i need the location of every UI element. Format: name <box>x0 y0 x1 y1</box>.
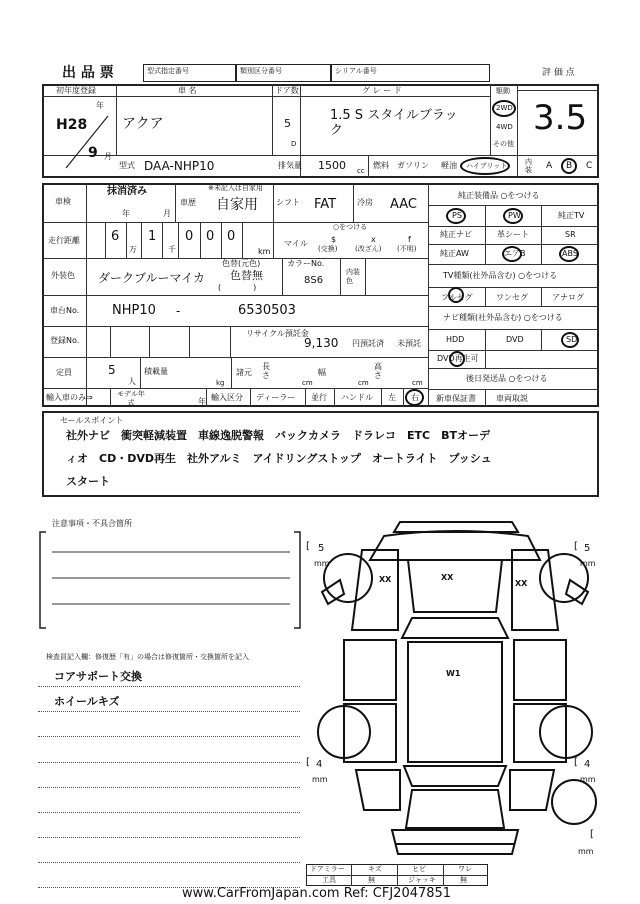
interior-color-label: 内装色 <box>346 268 360 285</box>
option-airbag: エアB <box>504 249 526 258</box>
model-cert-box: 型式指定番号 <box>143 64 236 82</box>
inspector-label: 検査員記入欄：修復歴「有」の場合は修復箇所・交換箇所を記入 <box>46 653 249 661</box>
option-aw: 純正AW <box>440 249 469 258</box>
width-label: 幅 <box>318 368 326 377</box>
mileage-opt-tamper-sub: (改ざん) <box>355 245 382 253</box>
inspection-year-label: 年 <box>122 209 130 218</box>
ac-value: AAC <box>390 197 417 212</box>
fuel-label: 燃料 <box>373 161 389 170</box>
shift-label: シフト <box>276 198 300 207</box>
chassis-label: 車台No. <box>50 306 80 315</box>
sales-line-3: スタート <box>66 475 110 488</box>
month-label: 月 <box>104 152 112 161</box>
import-cat-label: 輸入区分 <box>211 393 243 402</box>
legend-break: ワレ <box>458 865 472 873</box>
import-dealer: ディーラー <box>256 393 296 402</box>
spare-mm: mm <box>578 847 594 856</box>
ac-label: 冷房 <box>357 198 373 207</box>
use-label: 車歴 <box>180 198 196 207</box>
tv-type-title: TV種類(社外品含む) ○をつける <box>443 271 558 280</box>
tread-rr-mm: mm <box>580 775 596 784</box>
use-value: 自家用 <box>216 197 258 213</box>
damage-mark-hood: XX <box>441 573 454 582</box>
recycle-unit: 円預託済 <box>352 339 384 348</box>
recycle-value: 9,130 <box>304 336 339 350</box>
import-label: 輸入車のみ⇒ <box>46 393 93 402</box>
mileage-digit-4: 0 <box>206 229 215 244</box>
handle-label: ハンドル <box>341 393 373 402</box>
year-label: 年 <box>96 101 104 110</box>
fuel-hybrid-circle <box>460 157 510 175</box>
spare-bracket: [ <box>590 829 594 840</box>
tread-fr-mm: mm <box>580 559 596 568</box>
doors-label: ドア数 <box>275 86 299 95</box>
later-title: 後日発送品 ○をつける <box>466 374 548 383</box>
height-label: 高さ <box>374 362 382 380</box>
repaint-label: 色替(元色) <box>222 259 261 268</box>
drive-other: その他 <box>493 140 514 148</box>
model-year-label: モデル年式 <box>117 390 145 407</box>
drive-label: 駆動 <box>496 87 510 95</box>
capacity-label: 定員 <box>56 368 72 377</box>
notes-label: 注意事項・不具合箇所 <box>52 519 132 528</box>
first-reg-year: H28 <box>56 117 88 133</box>
tread-fr-bracket: [ <box>574 541 578 552</box>
sales-label: セールスポイント <box>60 416 124 425</box>
tread-fl-value: 5 <box>318 543 325 554</box>
navi-type-title: ナビ種類(社外品含む) ○をつける <box>443 313 563 322</box>
mileage-opt-unknown-sub: (不明) <box>397 245 417 253</box>
mileage-circle-hint: ○をつける <box>333 223 368 231</box>
length-cm: cm <box>302 379 313 387</box>
interior-b: B <box>566 161 573 171</box>
tv-fullseg: フルセグ <box>441 293 473 302</box>
tv-fullseg-circle <box>448 287 464 303</box>
regno-label: 登録No. <box>50 336 80 345</box>
grade-label: 評 価 点 <box>542 68 575 78</box>
model-year-unit: 年 <box>198 397 206 406</box>
score-value: 3.5 <box>533 98 588 138</box>
load-label: 積載量 <box>144 367 168 376</box>
drive-2wd-circle <box>492 100 516 117</box>
option-ps: PS <box>452 211 462 220</box>
option-pw-circle <box>503 208 523 224</box>
recycle-unpaid: 未預託 <box>397 339 421 348</box>
chassis-number: 6530503 <box>238 303 296 318</box>
year-month-slash <box>60 112 112 172</box>
category-box: 類別区分番号 <box>236 64 331 82</box>
capacity-unit: 人 <box>128 377 136 386</box>
legend-crack: ヒビ <box>412 865 426 873</box>
navi-hdd: HDD <box>446 335 465 344</box>
damage-mark-front-left: XX <box>379 575 392 584</box>
option-pw: PW <box>508 211 521 220</box>
mileage-sen: 千 <box>168 245 176 254</box>
notes-frame <box>38 528 308 632</box>
tread-rl-bracket: [ <box>306 757 310 768</box>
doors-value: 5 <box>284 117 291 130</box>
dvd-play: DVD再生可 <box>437 354 479 363</box>
legend-scratch: キズ <box>368 865 382 873</box>
tv-analog: アナログ <box>552 293 584 302</box>
color-code-label: カラーNo. <box>287 259 325 268</box>
inspection-month-label: 月 <box>163 209 171 218</box>
mileage-man: 万 <box>129 245 137 254</box>
doors-sub: D <box>291 140 297 148</box>
fuel-hybrid: ハイブリット <box>466 162 508 170</box>
legend-tools: 工具 <box>322 876 336 884</box>
mileage-digit-5: 0 <box>227 229 236 244</box>
color-code-value: 8S6 <box>304 275 324 286</box>
car-diagram <box>300 510 610 870</box>
options-title: 純正装備品 ○をつける <box>458 191 540 200</box>
form-title: 出 品 票 <box>62 65 114 81</box>
shift-value: FAT <box>314 197 337 212</box>
tread-rl-value: 4 <box>316 759 323 770</box>
model-value: DAA-NHP10 <box>144 159 215 173</box>
option-leather: 革シート <box>497 230 529 239</box>
disp-unit: cc <box>357 167 365 175</box>
dvd-play-circle <box>449 351 465 367</box>
option-navi: 純正ナビ <box>440 230 472 239</box>
capacity-value: 5 <box>108 363 116 377</box>
mileage-opt-unknown: f <box>408 235 411 244</box>
damage-mark-front-right: XX <box>515 579 528 588</box>
mileage-opt-tamper: x <box>371 235 376 244</box>
option-ps-circle <box>446 208 466 224</box>
legend-jack: ジャッキ <box>408 876 436 884</box>
mileage-digit-2: 1 <box>148 229 157 244</box>
drive-4wd: 4WD <box>496 123 513 131</box>
mileage-opt-exchange-sub: (交換) <box>318 245 338 253</box>
navi-sd: SD <box>566 335 578 344</box>
first-reg-month: 9 <box>88 145 98 161</box>
handle-right: 右 <box>411 393 419 402</box>
footer-reference: www.CarFromJapan.com Ref: CFJ2047851 <box>182 886 452 901</box>
mileage-opt-exchange: $ <box>331 235 337 244</box>
legend-tools-none: 無 <box>368 876 375 884</box>
later-manual: 車両取説 <box>496 394 528 403</box>
disp-value: 1500 <box>318 159 346 172</box>
fuel-diesel: 軽油 <box>441 161 457 170</box>
interior-label: 内装 <box>525 158 532 174</box>
legend-jack-none: 無 <box>460 876 467 884</box>
sales-line-2: ィオ CD・DVD再生 社外アルミ アイドリングストップ オートライト プッシュ <box>66 452 492 465</box>
grade-value: 1.5 S スタイルブラック <box>330 108 458 138</box>
recycle-label: リサイクル預託金 <box>246 329 309 338</box>
chassis-prefix: NHP10 <box>112 303 156 318</box>
interior-b-circle <box>561 158 577 174</box>
import-parallel: 並行 <box>311 393 327 402</box>
tread-fl-mm: mm <box>314 559 330 568</box>
inspection-label: 車検 <box>55 197 71 206</box>
load-kg: kg <box>216 379 225 387</box>
repaint-paren: ( ) <box>218 283 257 292</box>
navi-dvd: DVD <box>506 335 524 344</box>
handle-left: 左 <box>388 393 396 402</box>
navi-sd-circle <box>561 332 579 348</box>
tread-rr-value: 4 <box>584 759 591 770</box>
option-tv: 純正TV <box>558 211 585 220</box>
first-reg-label: 初年度登録 <box>56 86 96 95</box>
inspection-status: 抹消済み <box>107 186 147 197</box>
chassis-dash: - <box>176 304 181 318</box>
model-label: 型式 <box>119 161 135 170</box>
car-name-label: 車 名 <box>178 86 197 95</box>
option-abs-circle <box>559 246 579 262</box>
serial-box: シリアル番号 <box>331 64 490 82</box>
mileage-mile: マイル <box>284 239 308 248</box>
mileage-digit-3: 0 <box>185 229 194 244</box>
fuel-gasoline: ガソリン <box>397 161 429 170</box>
height-cm: cm <box>412 379 423 387</box>
interior-c: C <box>586 161 593 171</box>
notes-line-2: ホイールキズ <box>54 695 120 708</box>
option-airbag-circle <box>502 246 522 262</box>
option-sr: SR <box>565 230 576 239</box>
car-name: アクア <box>122 116 164 132</box>
tv-oneseg: ワンセグ <box>496 293 528 302</box>
legend-mirror: ドアミラー <box>310 865 345 873</box>
tread-rr-bracket: [ <box>574 757 578 768</box>
mileage-label: 走行距離 <box>48 236 80 245</box>
damage-mark-windshield: W1 <box>446 669 461 678</box>
color-label: 外装色 <box>51 271 75 280</box>
interior-a: A <box>546 161 553 171</box>
tread-fr-value: 5 <box>584 543 591 554</box>
option-abs: ABS <box>562 249 578 258</box>
color-value: ダークブルーマイカ <box>98 271 205 285</box>
tread-rl-mm: mm <box>312 775 328 784</box>
drive-2wd: 2WD <box>496 104 513 112</box>
repaint-value: 色替無 <box>230 269 263 282</box>
notes-line-1: コアサポート交換 <box>54 670 142 683</box>
grade-section-label: グ レ ー ド <box>362 86 402 95</box>
sales-line-1: 社外ナビ 衝突軽減装置 車線逸脱警報 バックカメラ ドラレコ ETC BTオーデ <box>66 429 490 442</box>
length-label: 長さ <box>262 362 270 380</box>
later-warranty: 新車保証書 <box>436 394 476 403</box>
tread-fl-bracket: [ <box>306 541 310 552</box>
inspection-note: ※未記入は自家用 <box>208 184 263 192</box>
disp-label: 排気量 <box>278 161 302 170</box>
mileage-digit-1: 6 <box>111 229 120 244</box>
dims-label: 諸元 <box>236 368 252 377</box>
mileage-km: km <box>258 247 271 256</box>
width-cm: cm <box>358 379 369 387</box>
handle-right-circle <box>405 389 424 406</box>
